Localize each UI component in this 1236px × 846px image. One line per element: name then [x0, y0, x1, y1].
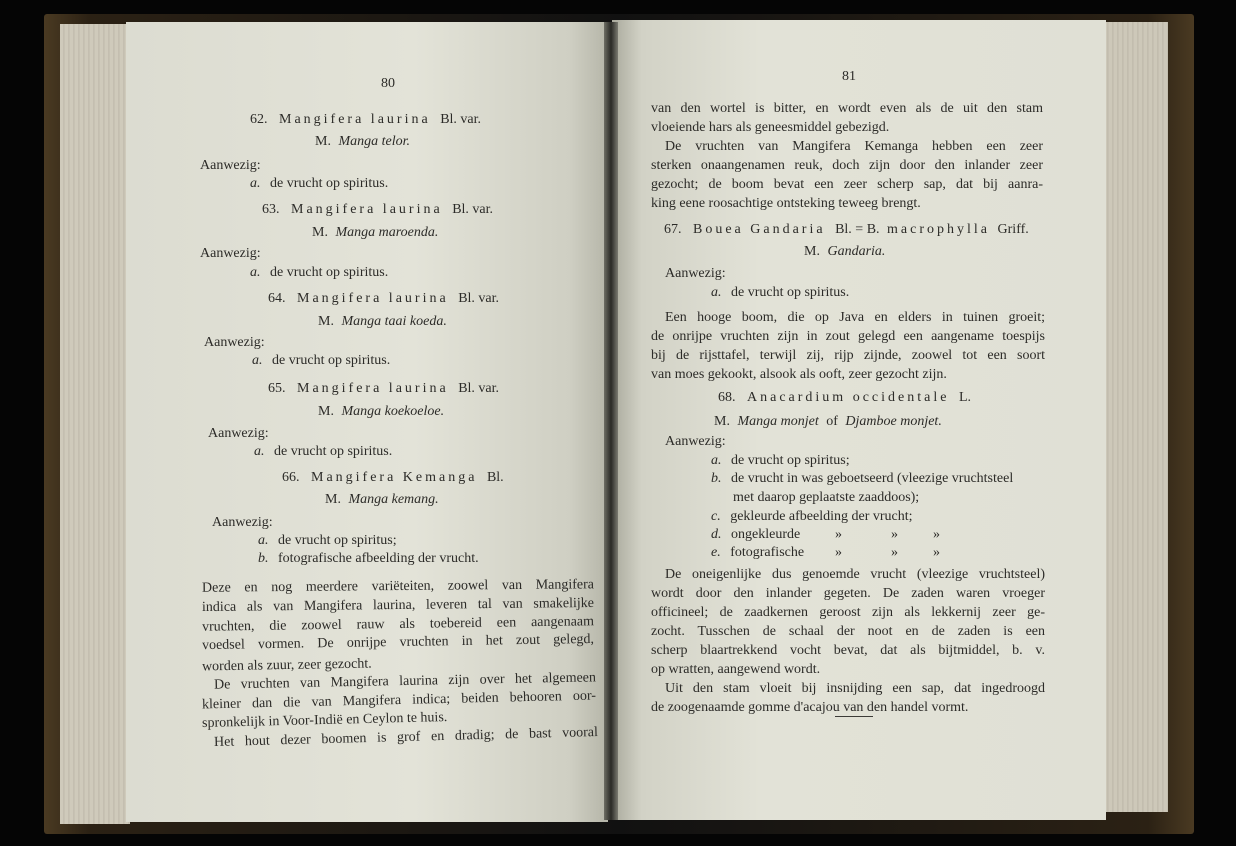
entry-heading	[282, 469, 504, 486]
item-letter: b.	[258, 551, 269, 566]
ditto-mark: »	[835, 527, 842, 542]
local-name: Manga telor.	[338, 134, 411, 149]
local-name: Gandaria.	[827, 244, 886, 259]
paragraph-line: De oneigenlijke dus genoemde vrucht (vleezige vruchtsteel)	[665, 567, 1045, 582]
local-name-line	[312, 224, 438, 241]
entry-number: 65.	[268, 381, 286, 396]
list-item	[258, 532, 397, 549]
paragraph-line: De vruchten van Mangifera Kemanga hebben een zeer	[665, 139, 1043, 154]
species-authority: L.	[958, 390, 971, 405]
paragraph-line: bij de rijsttafel, terwijl zij, rijp zijnde, zoowel tot een soort	[651, 348, 1045, 363]
paragraph-line: wordt door den inlander gegeten. De zaden waren vroeger	[651, 586, 1045, 601]
item-letter: a.	[252, 353, 263, 368]
local-name-line	[318, 403, 444, 420]
language-prefix: M.	[325, 492, 341, 507]
entry-heading	[250, 111, 481, 128]
paragraph-line: voedsel vormen. De onrijpe vruchten in het zout gelegd,	[201, 631, 595, 654]
list-item	[252, 352, 390, 369]
list-item	[711, 452, 850, 469]
item-text: ongekleurde	[731, 527, 801, 542]
entry-heading	[268, 290, 499, 307]
paragraph-line: de zoogenaamde gomme d'acajou van den handel vormt.	[651, 700, 969, 715]
paragraph-line: Deze en nog meerdere variëteiten, zoowel van Mangifera	[201, 577, 595, 596]
present-label: Aanwezig:	[212, 515, 273, 530]
paragraph-line: zocht. Tusschen de schaal der noot en de zaden is een	[651, 624, 1045, 639]
page-number-right: 81	[842, 69, 856, 84]
paragraph-line: van den wortel is bitter, en wordt even als de uit den stam	[651, 101, 1043, 116]
item-text: de vrucht in was geboetseerd (vleezige vruchtsteel	[731, 471, 1014, 486]
list-item	[250, 175, 388, 192]
entry-heading	[262, 201, 493, 218]
item-letter: a.	[254, 444, 265, 459]
paragraph-line: op wratten, aangewend wordt.	[651, 662, 821, 677]
item-text: fotografische	[730, 545, 805, 560]
item-text: gekleurde afbeelding der vrucht;	[730, 509, 913, 524]
paragraph-line: De vruchten van Mangifera laurina zijn over het algemeen	[213, 670, 597, 693]
species-authority: Bl. var.	[458, 291, 500, 306]
ditto-mark: »	[933, 545, 940, 560]
item-letter: d.	[711, 527, 722, 542]
item-letter: a.	[711, 285, 722, 300]
present-label: Aanwezig:	[200, 158, 261, 173]
item-letter: a.	[250, 265, 261, 280]
paragraph-line: van moes gekookt, alsook als ooft, zeer gezocht zijn.	[651, 367, 947, 382]
entry-heading	[718, 389, 971, 406]
species-authority: Bl. var.	[452, 202, 494, 217]
language-prefix: M.	[804, 244, 820, 259]
ditto-mark: »	[891, 527, 898, 542]
list-item	[711, 284, 849, 301]
entry-number: 64.	[268, 291, 286, 306]
present-label: Aanwezig:	[208, 426, 269, 441]
paragraph-line: sterken onaangenamen reuk, doch zijn door den inlander zeer	[651, 158, 1043, 173]
species-name: Mangifera laurina	[297, 381, 449, 396]
local-name: Manga koekoeloe.	[341, 404, 445, 419]
list-item	[258, 550, 479, 567]
entry-number: 66.	[282, 470, 300, 485]
list-item	[711, 526, 940, 543]
present-label: Aanwezig:	[200, 246, 261, 261]
paragraph-line: Een hooge boom, die op Java en elders in tuinen groeit;	[665, 310, 1045, 325]
item-text: fotografische afbeelding der vrucht.	[278, 551, 479, 566]
paragraph-line: scherp blaartrekkend vocht bevat, dat als bijtmiddel, b. v.	[651, 643, 1045, 658]
synonym-authority: Griff.	[997, 222, 1029, 237]
local-name: Manga taai koeda.	[341, 314, 447, 329]
local-name-line	[804, 243, 885, 260]
item-letter: e.	[711, 545, 721, 560]
language-prefix: M.	[312, 225, 328, 240]
paragraph-line: officineel; de zaadkernen geroost zijn als lekkernij zeer ge-	[651, 605, 1045, 620]
paragraph-line: vloeiende hars als geneesmiddel gebezigd.	[651, 120, 890, 135]
paragraph-line: spronkelijk in Voor-Indië en Ceylon te huis.	[201, 710, 448, 731]
paragraph-line: king eene roosachtige ontsteking teweeg brengt.	[651, 196, 921, 211]
list-item-continuation: met daarop geplaatste zaaddoos);	[733, 490, 920, 505]
page-edges-right	[1104, 22, 1168, 812]
local-name-alt: Djamboe monjet.	[845, 414, 942, 429]
item-letter: c.	[711, 509, 721, 524]
local-name: Manga kemang.	[348, 492, 439, 507]
local-name-line	[325, 491, 439, 508]
language-prefix: M.	[315, 134, 331, 149]
section-divider	[835, 716, 873, 717]
paragraph-line: gezocht; de boom bevat een zeer scherp sap, dat bij aanra-	[651, 177, 1043, 192]
paragraph-line: kleiner dan die van Mangifera indica; beiden behooren oor-	[201, 688, 597, 713]
language-prefix: M.	[318, 314, 334, 329]
list-item	[254, 443, 392, 460]
species-authority: Bl. var.	[440, 112, 482, 127]
species-name: Mangifera laurina	[291, 202, 443, 217]
item-text: de vrucht op spiritus.	[274, 444, 393, 459]
local-name-line	[315, 133, 410, 150]
entry-heading	[268, 380, 499, 397]
present-label: Aanwezig:	[204, 335, 265, 350]
list-item	[711, 544, 940, 561]
item-text: de vrucht op spiritus.	[272, 353, 391, 368]
synonym-name: macrophylla	[887, 222, 991, 237]
page-number-left: 80	[381, 76, 395, 91]
local-name: Manga monjet	[737, 414, 819, 429]
page-edges-left	[60, 24, 130, 824]
ditto-mark: »	[835, 545, 842, 560]
item-text: de vrucht op spiritus;	[278, 533, 397, 548]
paragraph-line: Het hout dezer boomen is grof en dradig; de bast vooral	[213, 724, 599, 751]
local-name: Manga maroenda.	[335, 225, 439, 240]
entry-heading	[664, 221, 1029, 238]
book-gutter	[604, 22, 618, 820]
present-label: Aanwezig:	[665, 266, 726, 281]
item-text: de vrucht op spiritus.	[270, 176, 389, 191]
language-prefix: M.	[714, 414, 730, 429]
list-item	[711, 508, 913, 525]
item-letter: a.	[258, 533, 269, 548]
entry-number: 62.	[250, 112, 268, 127]
paragraph-line: Uit den stam vloeit bij insnijding een sap, dat ingedroogd	[665, 681, 1045, 696]
item-letter: a.	[250, 176, 261, 191]
paragraph-line: vruchten, die zoowel rauw als toebereid een aangenaam	[201, 614, 595, 635]
present-label: Aanwezig:	[665, 434, 726, 449]
entry-number: 68.	[718, 390, 736, 405]
paragraph-line: indica als van Mangifera laurina, leveren tal van smakelijke	[201, 595, 595, 616]
local-name-conjunction: of	[826, 414, 838, 429]
species-authority: Bl. = B.	[835, 222, 880, 237]
paragraph-line: de onrijpe vruchten zijn in zout gelegd een aangename toespijs	[651, 329, 1045, 344]
list-item	[711, 470, 1013, 487]
list-item	[250, 264, 388, 281]
ditto-mark: »	[891, 545, 898, 560]
entry-number: 63.	[262, 202, 280, 217]
species-authority: Bl. var.	[458, 381, 500, 396]
local-name-line	[714, 413, 942, 430]
species-name: Bouea Gandaria	[693, 222, 826, 237]
paragraph-line: worden als zuur, zeer gezocht.	[201, 656, 372, 675]
entry-number: 67.	[664, 222, 682, 237]
item-text: de vrucht op spiritus.	[731, 285, 850, 300]
species-name: Anacardium occidentale	[747, 390, 950, 405]
item-text: de vrucht op spiritus.	[270, 265, 389, 280]
item-letter: b.	[711, 471, 722, 486]
item-text: de vrucht op spiritus;	[731, 453, 850, 468]
local-name-line	[318, 313, 447, 330]
species-name: Mangifera Kemanga	[311, 470, 478, 485]
item-letter: a.	[711, 453, 722, 468]
species-authority: Bl.	[486, 470, 504, 485]
species-name: Mangifera laurina	[279, 112, 431, 127]
language-prefix: M.	[318, 404, 334, 419]
ditto-mark: »	[933, 527, 940, 542]
species-name: Mangifera laurina	[297, 291, 449, 306]
